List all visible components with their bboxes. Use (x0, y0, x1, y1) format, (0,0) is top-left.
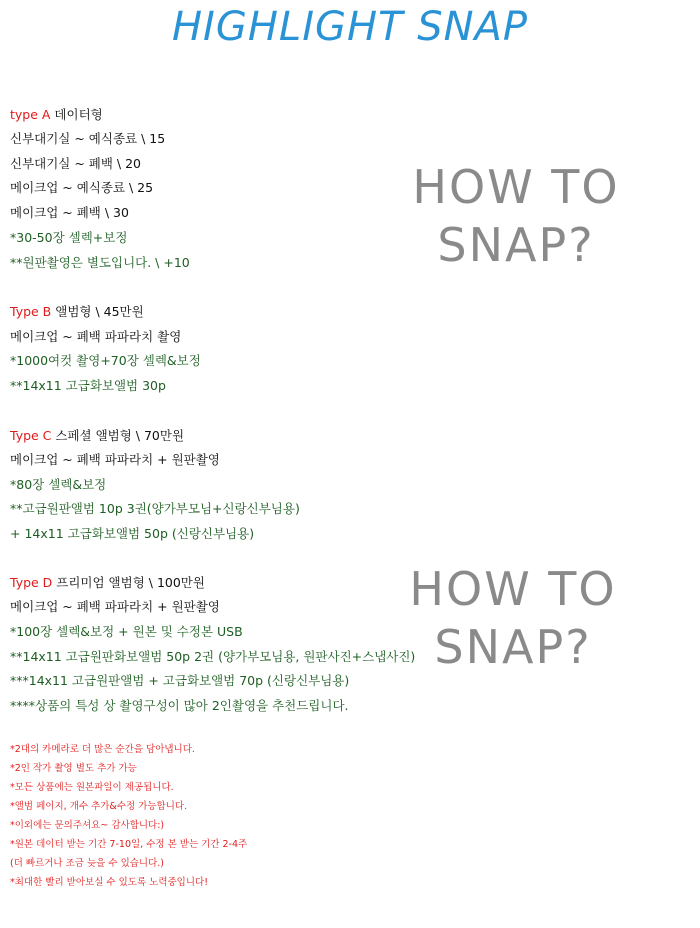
note-line: (더 빠르거나 조금 늦을 수 있습니다.) (10, 858, 165, 869)
type-b-name: 앨범형 \ 45만원 (51, 304, 144, 319)
type-a-detail: **원판촬영은 별도입니다. \ +10 (10, 255, 190, 270)
type-d-detail: ***14x11 고급원판앨범 + 고급화보앨범 70p (신랑신부님용) (10, 673, 350, 688)
type-a-detail: *30-50장 셀렉+보정 (10, 230, 128, 245)
type-b-label: Type B (10, 304, 52, 319)
note-line: *최대한 빨리 받아보실 수 있도록 노력중입니다! (10, 877, 209, 888)
note-line: *앨범 페이지, 개수 추가&수정 가능합니다. (10, 801, 188, 812)
watermark-bottom (402, 560, 624, 676)
type-c-line: 메이크업 ~ 폐백 파파라치 + 원판촬영 (10, 452, 220, 467)
watermark-line2: SNAP? (434, 620, 592, 674)
type-b-line: 메이크업 ~ 폐백 파파라치 촬영 (10, 329, 182, 344)
type-b-detail: **14x11 고급화보앨범 30p (10, 378, 166, 393)
type-a-line: 신부대기실 ~ 예식종료 \ 15 (10, 131, 166, 146)
type-c-detail: *80장 셀렉&보정 (10, 477, 107, 492)
type-c-label: Type C (10, 428, 52, 443)
type-a-heading (10, 107, 103, 123)
type-a-line: 신부대기실 ~ 폐백 \ 20 (10, 156, 142, 171)
note-line: *2인 작가 촬영 별도 추가 가능 (10, 763, 137, 774)
type-d-heading (10, 575, 205, 591)
note-line: *이외에는 문의주셔요~ 감사합니다:) (10, 820, 165, 831)
note-line: *2대의 카메라로 더 많은 순간을 담아냅니다. (10, 744, 195, 755)
type-a-label: type A (10, 107, 51, 122)
type-d-detail: **14x11 고급원판화보앨범 50p 2권 (양가부모님용, 원판사진+스냅사진) (10, 649, 416, 664)
type-b-heading (10, 304, 144, 320)
page-title: HIGHLIGHT SNAP (171, 4, 529, 50)
watermark-line1: HOW TO (409, 562, 617, 616)
type-c-detail: + 14x11 고급화보앨범 50p (신랑신부님용) (10, 526, 255, 541)
watermark-line2: SNAP? (437, 218, 595, 272)
note-line: *원본 데이터 받는 기간 7-10일, 수정 본 받는 기간 2-4주 (10, 839, 248, 850)
type-a-line: 메이크업 ~ 폐백 \ 30 (10, 205, 129, 220)
watermark-top (405, 158, 627, 274)
note-line: *모든 상품에는 원본파일이 제공됩니다. (10, 782, 174, 793)
type-a-name: 데이터형 (50, 107, 103, 122)
type-d-line: 메이크업 ~ 폐백 파파라치 + 원판촬영 (10, 599, 220, 614)
type-d-name: 프리미엄 앨범형 \ 100만원 (52, 575, 205, 590)
type-d-detail: ****상품의 특성 상 촬영구성이 많아 2인촬영을 추천드립니다. (10, 698, 349, 713)
type-d-detail: *100장 셀렉&보정 + 원본 및 수정본 USB (10, 624, 243, 639)
type-a-line: 메이크업 ~ 예식종료 \ 25 (10, 180, 154, 195)
type-c-name: 스페셜 앨범형 \ 70만원 (51, 428, 185, 443)
watermark-line1: HOW TO (412, 160, 620, 214)
type-c-detail: **고급원판앨범 10p 3권(양가부모님+신랑신부님용) (10, 501, 300, 516)
type-c-heading (10, 428, 184, 444)
type-d-label: Type D (10, 575, 53, 590)
type-b-detail: *1000여컷 촬영+70장 셀렉&보정 (10, 353, 201, 368)
